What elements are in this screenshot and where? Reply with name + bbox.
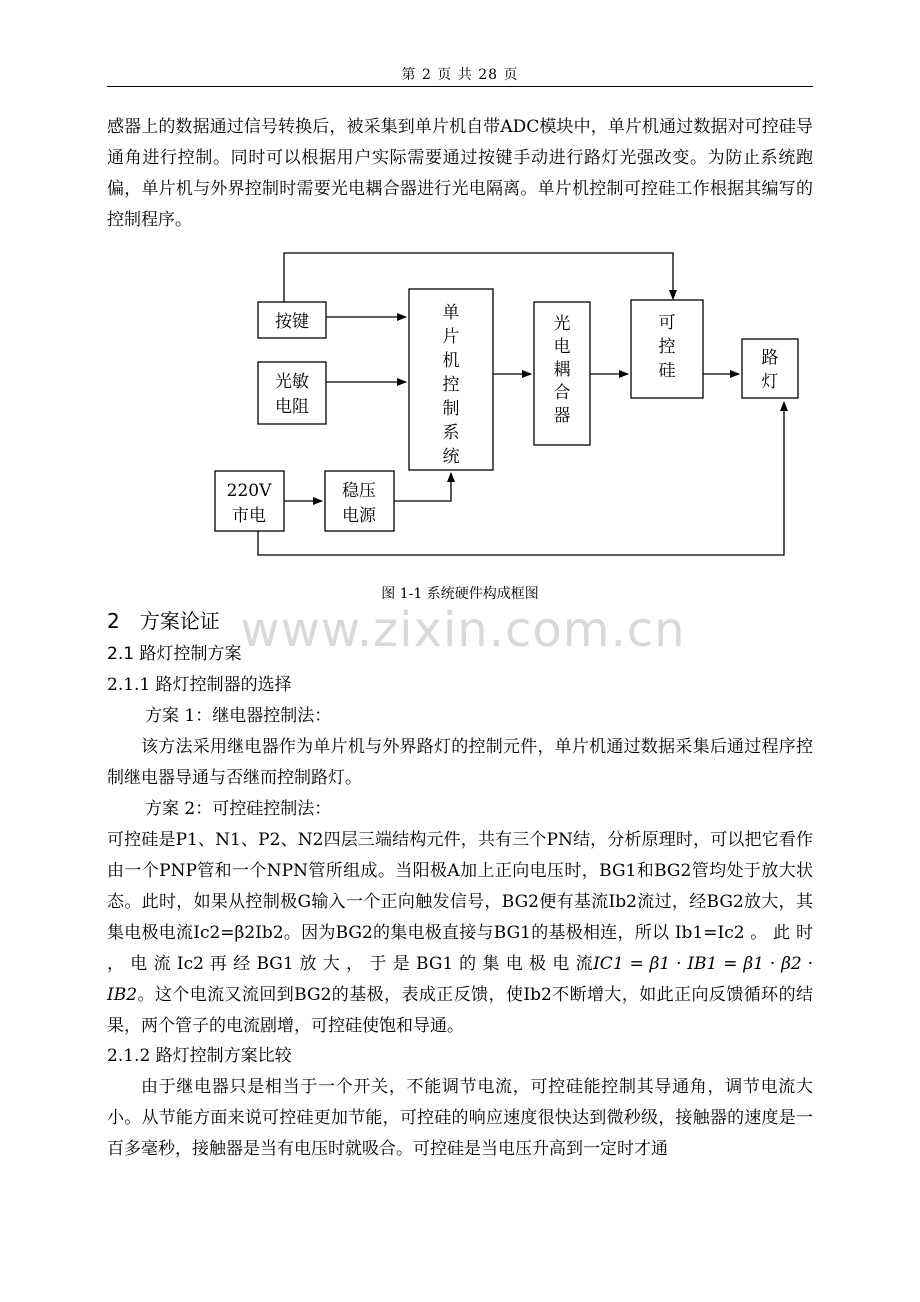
optocoupler-char: 合 [553, 383, 571, 403]
plan2-text-after: 。这个电流又流回到BG2的基极，表成正反馈，使Ib2不断增大，如此正向反馈循环的结果，两个管子的电流剧增，可控硅使饱和导通。 [107, 985, 813, 1036]
regulator-label-1: 稳压 [342, 481, 376, 501]
page-header: 第 2 页 共 28 页 [401, 67, 519, 83]
photoresistor-label-2: 电阻 [275, 397, 309, 417]
lamp-char: 灯 [761, 372, 779, 392]
watermark: www.zixin.com.cn [240, 602, 686, 658]
scr-char: 可 [658, 313, 676, 333]
plan2-label: 方案 2：可控硅控制法： [145, 799, 332, 819]
section-2-1-1-title: 2.1.1 路灯控制器的选择 [107, 675, 292, 695]
wire-regulator-to-mcu [394, 473, 451, 501]
optocoupler-char: 耦 [553, 360, 571, 380]
regulator-label-2: 电源 [342, 506, 376, 526]
mcu-char: 控 [442, 375, 460, 395]
mcu-char: 片 [442, 327, 460, 347]
plan2-paragraph [107, 825, 813, 1042]
section-2-1-title: 2.1 路灯控制方案 [107, 644, 242, 664]
figure-caption: 图 1-1 系统硬件构成框图 [381, 586, 539, 602]
optocoupler-char: 电 [553, 337, 571, 357]
mcu-char: 系 [442, 423, 460, 443]
mains-label-1: 220V [226, 481, 272, 501]
optocoupler-char: 器 [553, 406, 571, 426]
comparison-paragraph: 由于继电器只是相当于一个开关，不能调节电流，可控硅能控制其导通角，调节电流大小。从节能方面来说可控硅更加节能，可控硅的响应速度很快达到微秒级，接触器的速度是一百多毫秒，接触器是当有电压时就吸合。可控硅是当电压升高到一定时才通 [107, 1077, 813, 1159]
keys-label: 按键 [275, 312, 309, 332]
scr-char: 控 [658, 337, 676, 357]
mains-label-2: 市电 [232, 506, 266, 526]
mcu-char: 制 [442, 399, 460, 419]
scr-char: 硅 [658, 361, 676, 381]
plan1-label: 方案 1：继电器控制法： [145, 706, 332, 726]
plan2-text: 可控硅是P1、N1、P2、N2四层三端结构元件，共有三个PN结，分析原理时，可以把它看作由一个PNP管和一个NPN管所组成。当阳极A加上正向电压时，BG1和BG2管均处于放大状态。此时，如果从控制极G输入一个正向触发信号，BG2便有基流Ib2流过，经BG2放大，其集电极电流Ic2=β2Ib2。因为BG2的集电极直接与BG1的基极相连，所以 Ib1=Ic2 。 此 时 ， 电 流 Ic2 再 经 BG1 放 大 ， 于 是 BG1 的 集 电 极 电 流 [107, 830, 813, 974]
lamp-char: 路 [761, 348, 779, 368]
optocoupler-char: 光 [553, 314, 571, 334]
plan1-paragraph: 该方法采用继电器作为单片机与外界路灯的控制元件，单片机通过数据采集后通过程序控制继电器导通与否继而控制路灯。 [107, 737, 813, 788]
photoresistor-label-1: 光敏 [275, 372, 309, 392]
current-formula: IC1 = β1 · IB1 = β1 · β2 · IB2 [107, 954, 813, 1005]
intro-paragraph: 感器上的数据通过信号转换后，被采集到单片机自带ADC模块中，单片机通过数据对可控硅导通角进行控制。同时可以根据用户实际需要通过按键手动进行路灯光强改变。为防止系统跑偏，单片机与外界控制时需要光电耦合器进行光电隔离。单片机控制可控硅工作根据其编写的控制程序。 [107, 117, 813, 230]
mcu-char: 单 [442, 303, 460, 323]
hardware-block-diagram [0, 0, 920, 600]
section-2-1-2-title: 2.1.2 路灯控制方案比较 [107, 1046, 292, 1066]
mcu-char: 统 [442, 447, 460, 467]
mcu-char: 机 [442, 351, 460, 371]
section-2-title: 2 方案论证 [107, 609, 220, 633]
